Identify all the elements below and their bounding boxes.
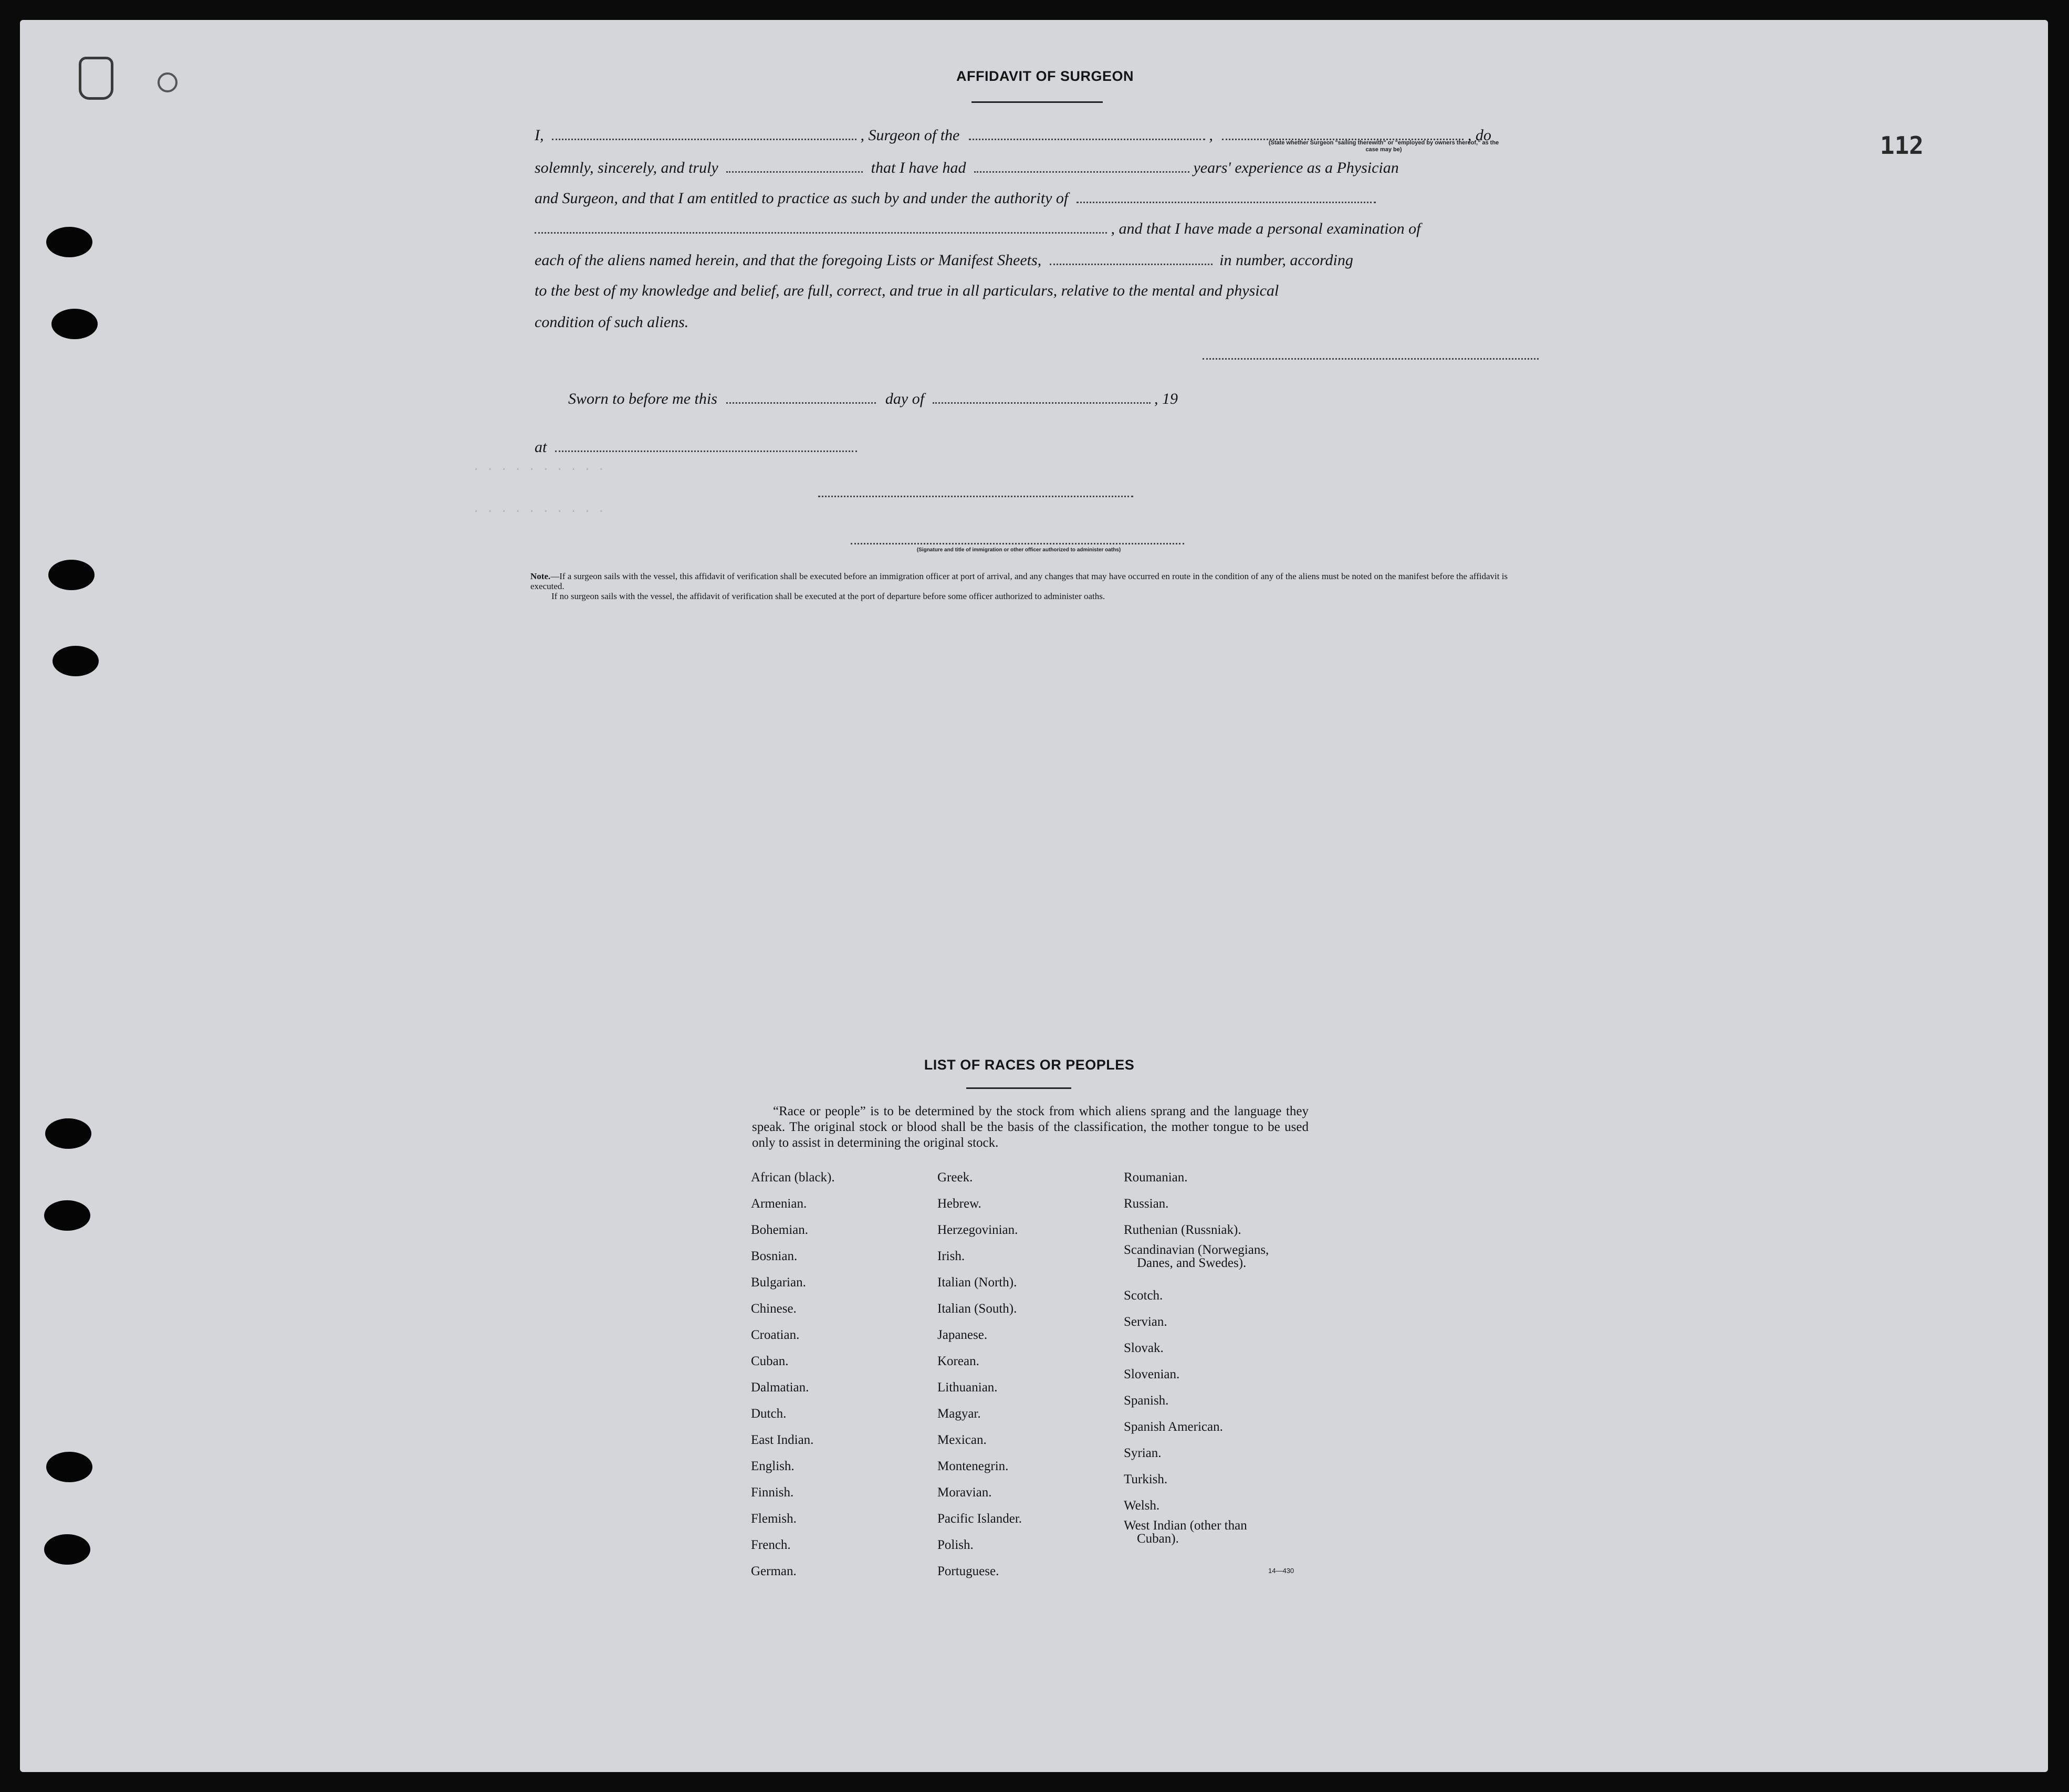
punch-hole — [46, 1452, 92, 1482]
race-item: French. — [751, 1538, 791, 1552]
officer-signature-line-2 — [851, 542, 1184, 544]
race-item: Flemish. — [751, 1512, 797, 1526]
race-item: Portuguese. — [937, 1564, 999, 1578]
races-column-1 — [751, 1165, 835, 1585]
affidavit-title: AFFIDAVIT OF SURGEON — [956, 68, 1134, 84]
race-item: Polish. — [937, 1538, 974, 1552]
races-title: LIST OF RACES OR PEOPLES — [924, 1057, 1135, 1073]
affidavit-line-1: I, , Surgeon of the , , do — [535, 120, 1539, 151]
race-item: Roumanian. — [1124, 1170, 1188, 1185]
punch-hole — [46, 227, 92, 257]
race-item: Moravian. — [937, 1485, 992, 1500]
punch-hole — [53, 646, 99, 676]
race-item: Korean. — [937, 1354, 979, 1368]
race-item: Magyar. — [937, 1407, 981, 1421]
race-item: Ruthenian (Russniak). — [1124, 1223, 1241, 1237]
officer-signature-line-1 — [818, 495, 1133, 497]
race-item: Japanese. — [937, 1328, 988, 1342]
race-item: Hebrew. — [937, 1197, 981, 1211]
affidavit-line-5: each of the aliens named herein, and that the foregoing Lists or Manifest Sheets, in number, according — [535, 245, 1539, 276]
race-item: West Indian (other than Cuban). — [1124, 1518, 1247, 1546]
affidavit-line-2: solemnly, sincerely, and truly that I have had years' experience as a Physician — [535, 152, 1539, 184]
ring-mark — [158, 72, 177, 92]
race-item: Mexican. — [937, 1433, 987, 1447]
race-item: Dalmatian. — [751, 1380, 809, 1395]
race-item: Bohemian. — [751, 1223, 809, 1237]
race-item: Lithuanian. — [937, 1380, 998, 1395]
race-item: Bosnian. — [751, 1249, 798, 1263]
race-item: Welsh. — [1124, 1498, 1160, 1513]
race-item: Croatian. — [751, 1328, 800, 1342]
race-item: Scandinavian (Norwegians, Danes, and Swedes). — [1124, 1243, 1269, 1270]
surgeon-signature-line — [1203, 357, 1539, 360]
punch-hole — [44, 1534, 90, 1565]
race-item: German. — [751, 1564, 797, 1578]
races-title-underline — [966, 1087, 1071, 1089]
affidavit-note: Note.—If a surgeon sails with the vessel, this affidavit of verification shall be executed before an immigration officer at port of arrival, and any changes that may have occurred en route in the condition of any of the aliens must be noted on the manifest before the affidavit is executed. If no surgeon sails with the vessel, the affidavit of verification shall be executed at the port of departure before some officer authorized to administer oaths. — [530, 571, 1508, 601]
punch-hole — [44, 1200, 90, 1231]
race-item: Pacific Islander. — [937, 1512, 1022, 1526]
race-item: East Indian. — [751, 1433, 814, 1447]
officer-signature-caption: (Signature and title of immigration or other officer authorized to administer oaths) — [916, 547, 1121, 553]
race-item: Syrian. — [1124, 1446, 1162, 1460]
affidavit-line-7: condition of such aliens. — [535, 313, 689, 331]
race-item: Bulgarian. — [751, 1275, 806, 1290]
punch-hole — [51, 309, 98, 339]
race-item: Spanish American. — [1124, 1420, 1223, 1434]
race-item: Chinese. — [751, 1302, 797, 1316]
race-item: Montenegrin. — [937, 1459, 1009, 1473]
races-column-3 — [1124, 1165, 1269, 1558]
race-item: Servian. — [1124, 1315, 1167, 1329]
races-column-2 — [937, 1165, 1022, 1585]
race-item: Italian (South). — [937, 1302, 1017, 1316]
affidavit-line-3: and Surgeon, and that I am entitled to practice as such by and under the authority of — [535, 183, 1539, 214]
sworn-line: Sworn to before me this day of , 19 — [568, 383, 1540, 415]
bleed-through-text: · · · · · · · · · · — [473, 505, 605, 518]
surgeon-status-note: (State whether Surgeon "sailing therewith" or "employed by owners thereof," as the case may be) — [1268, 140, 1499, 153]
race-item: Turkish. — [1124, 1472, 1168, 1486]
title-underline — [971, 101, 1103, 103]
race-item: Cuban. — [751, 1354, 789, 1368]
race-item: Greek. — [937, 1170, 973, 1185]
binder-tab-mark — [79, 57, 113, 100]
race-item: English. — [751, 1459, 795, 1473]
race-item: Scotch. — [1124, 1288, 1163, 1303]
race-item: Finnish. — [751, 1485, 794, 1500]
affidavit-line-4: , and that I have made a personal examination of — [535, 213, 1539, 245]
race-item: Italian (North). — [937, 1275, 1017, 1290]
race-item: Herzegovinian. — [937, 1223, 1018, 1237]
race-item: Armenian. — [751, 1197, 807, 1211]
race-item: Irish. — [937, 1249, 965, 1263]
at-line: at — [535, 432, 1539, 463]
race-item: Spanish. — [1124, 1393, 1169, 1408]
affidavit-line-6: to the best of my knowledge and belief, are full, correct, and true in all particulars, relative to the mental and physical — [535, 282, 1279, 299]
race-item: African (black). — [751, 1170, 835, 1185]
form-number: 14—430 — [1268, 1567, 1294, 1575]
bleed-through-text: · · · · · · · · · · — [473, 463, 605, 476]
punch-hole — [45, 1118, 91, 1149]
races-intro: “Race or people” is to be determined by the stock from which aliens sprang and the language they speak. The original stock or blood shall be the basis of the classification, the mother tongue to be used only to assist in determining the original stock. — [752, 1104, 1309, 1150]
race-item: Dutch. — [751, 1407, 787, 1421]
punch-hole — [48, 560, 95, 590]
race-item: Slovenian. — [1124, 1367, 1180, 1381]
page-number: 112 — [1880, 131, 1924, 160]
race-item: Slovak. — [1124, 1341, 1164, 1355]
race-item: Russian. — [1124, 1197, 1169, 1211]
